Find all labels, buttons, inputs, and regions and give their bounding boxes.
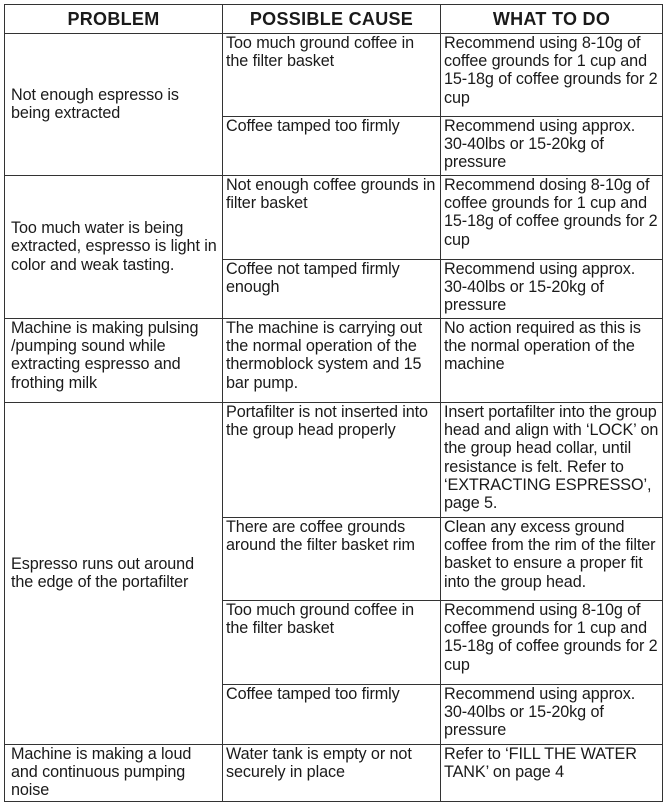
cause-cell: Too much ground coffee in the filter basket — [223, 601, 441, 685]
problem-cell: Espresso runs out around the edge of the portafilter — [5, 403, 223, 745]
cause-cell: Coffee not tamped firmly enough — [223, 260, 441, 319]
action-cell: Recommend using 8-10g of coffee grounds for 1 cup and 15-18g of coffee grounds for 2 cup — [441, 34, 663, 117]
cause-cell: Portafilter is not inserted into the group head properly — [223, 403, 441, 518]
problem-cell: Machine is making pulsing /pumping sound while extracting espresso and frothing milk — [5, 319, 223, 403]
troubleshooting-table — [4, 4, 663, 802]
action-cell: Recommend dosing 8-10g of coffee grounds for 1 cup and 15-18g of coffee grounds for 2 cup — [441, 176, 663, 260]
cause-cell: The machine is carrying out the normal operation of the thermoblock system and 15 bar pump. — [223, 319, 441, 403]
header-row — [5, 5, 663, 34]
problem-cell: Machine is making a loud and continuous pumping noise — [5, 745, 223, 802]
cause-cell: Water tank is empty or not securely in place — [223, 745, 441, 802]
header-possible-cause: POSSIBLE CAUSE — [223, 5, 441, 34]
cause-cell: Coffee tamped too firmly — [223, 117, 441, 176]
table-row — [5, 319, 663, 403]
table-row — [5, 34, 663, 117]
problem-cell: Not enough espresso is being extracted — [5, 34, 223, 176]
action-cell: Refer to ‘FILL THE WATER TANK’ on page 4 — [441, 745, 663, 802]
problem-cell: Too much water is being extracted, espresso is light in color and weak tasting. — [5, 176, 223, 319]
action-cell: Clean any excess ground coffee from the rim of the filter basket to ensure a proper fit into the group head. — [441, 518, 663, 601]
action-cell: Insert portafilter into the group head and align with ‘LOCK’ on the group head collar, until resistance is felt. Refer to ‘EXTRACTING ESPRESSO’, page 5. — [441, 403, 663, 518]
action-cell: Recommend using approx. 30-40lbs or 15-20kg of pressure — [441, 117, 663, 176]
action-cell: Recommend using 8-10g of coffee grounds for 1 cup and 15-18g of coffee grounds for 2 cup — [441, 601, 663, 685]
cause-cell: Too much ground coffee in the filter basket — [223, 34, 441, 117]
action-cell: No action required as this is the normal operation of the machine — [441, 319, 663, 403]
cause-cell: There are coffee grounds around the filter basket rim — [223, 518, 441, 601]
table-row — [5, 745, 663, 802]
cause-cell: Not enough coffee grounds in filter basket — [223, 176, 441, 260]
header-problem: PROBLEM — [5, 5, 223, 34]
action-cell: Recommend using approx. 30-40lbs or 15-20kg of pressure — [441, 685, 663, 745]
table-row — [5, 403, 663, 518]
action-cell: Recommend using approx. 30-40lbs or 15-20kg of pressure — [441, 260, 663, 319]
cause-cell: Coffee tamped too firmly — [223, 685, 441, 745]
table-row — [5, 176, 663, 260]
header-what-to-do: WHAT TO DO — [441, 5, 663, 34]
